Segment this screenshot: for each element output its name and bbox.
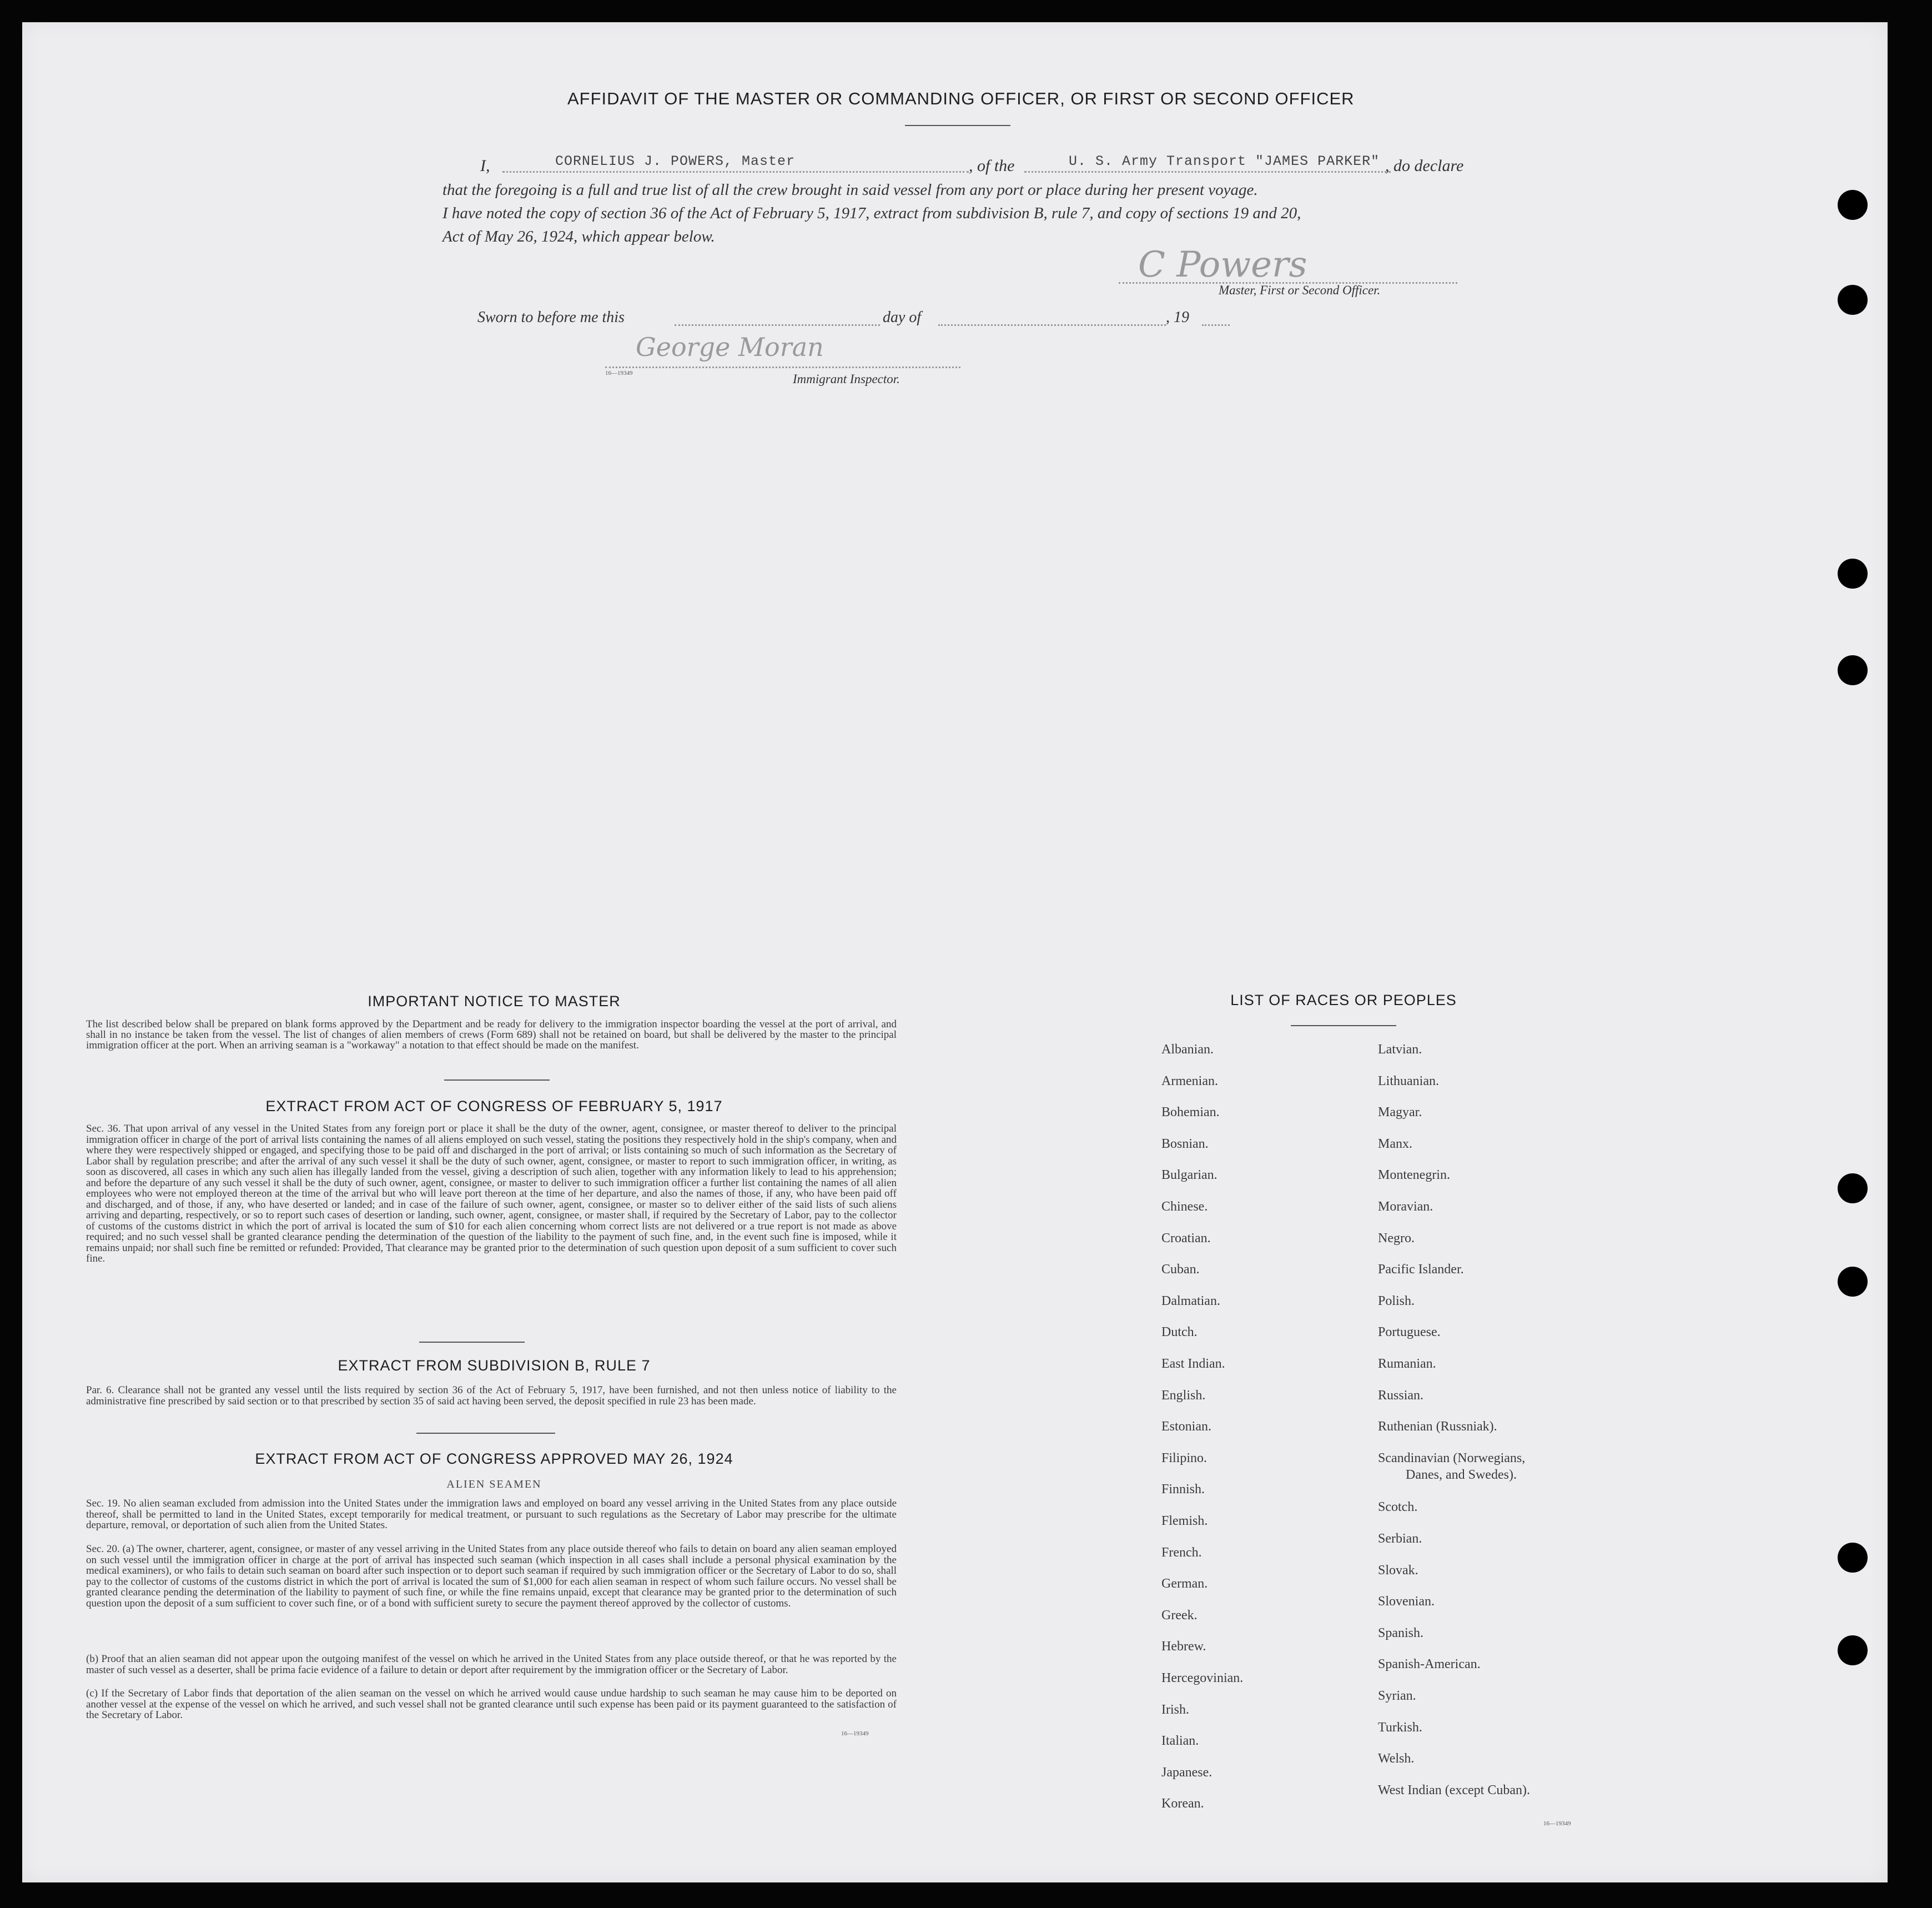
year-line [1202,324,1230,326]
divider [1291,1025,1396,1026]
title-divider [905,125,1010,126]
binder-hole [1838,1543,1868,1573]
race-item: Negro. [1378,1231,1415,1246]
extract-1917-title: EXTRACT FROM ACT OF CONGRESS OF FEBRUARY 5, 1917 [265,1098,723,1114]
binder-hole [1838,559,1868,589]
binder-hole [1838,1173,1868,1203]
affidavit-line-4: Act of May 26, 1924, which appear below. [442,228,715,245]
divider [444,1079,550,1081]
extract-1924-para-1: Sec. 19. No alien seaman excluded from admission into the United States under the immigration laws and employed on board any vessel arriving in the United States from any place outside thereof, shall be permitted to land in the United States, except temporarily for medical treatment, or pursuant to such regulations as the Secretary of Labor may prescribe for the ultimate departure, removal, or deportation of such alien from the United States. [86,1498,897,1531]
race-item: Portuguese. [1378,1325,1441,1340]
race-item: Danes, and Swedes). [1406,1467,1517,1482]
extract-1924-para-2: Sec. 20. (a) The owner, charterer, agent, consignee, or master of any vessel arriving in the United States from any place outside thereof who fails to detain on board any alien seaman employed on such vessel until the immigration officer in charge at the port of arrival has inspected such seaman (which inspection in all cases shall include a personal physical examination by the medical examiners), or who fails to detain such seaman on board after such inspection or to deport such seaman if required by such immigration officer or the Secretary of Labor to do so, shall pay to the collector of customs of the customs district in which the port of arrival is located the sum of $1,000 for each alien seaman in respect of whom such failure occurs. No vessel shall be granted clearance pending the determination of the liability to payment of such fine, or while the fine remains unpaid, except that clearance may be granted prior to the determination of such question upon the deposit of a sum sufficient to cover such fine, or of a bond with sufficient surety to secure the payment thereof approved by the collector of customs. [86,1544,897,1609]
extract-1924-para-3: (b) Proof that an alien seaman did not appear upon the outgoing manifest of the vessel on which he arrived in the United States from any place outside thereof, or that he was reported by the master of such vessel as a deserter, shall be prima facie evidence of a failure to detain or deport after requirement by the immigration officer or the Secretary of Labor. [86,1654,897,1676]
officer-name-value: CORNELIUS J. POWERS, Master [555,153,796,169]
race-item: Manx. [1378,1136,1412,1151]
year-label: , 19 [1166,309,1189,326]
race-item: Albanian. [1161,1042,1214,1057]
sworn-label: Sworn to before me this [477,309,625,326]
race-item: Bosnian. [1161,1136,1209,1151]
race-item: East Indian. [1161,1357,1225,1371]
race-item: Syrian. [1378,1689,1416,1703]
race-item: Dalmatian. [1161,1293,1220,1308]
divider [419,1342,525,1343]
notice-text: The list described below shall be prepared on blank forms approved by the Department and be ready for delivery to the immigration inspector boarding the vessel at the port of arrival, and shall in no instance be taken from the vessel. The list of changes of alien members of crews (Form 689) shall not be retained on board, but shall be delivered by the master to the principal immigration officer at the port. When an arriving seaman is a "workaway" a notation to that effect should be made on the manifest. [86,1019,897,1051]
day-of-label: day of [883,309,922,326]
extract-1924-para-4: (c) If the Secretary of Labor finds that deportation of the alien seaman on the vessel on which he arrived would cause undue hardship to such seaman he may cause him to be deported on another vessel at the expense of the vessel on which he arrived, and such vessel shall not be granted clearance until such expense has been paid or its payment guaranteed to the satisfaction of the Secretary of Labor. [86,1688,897,1721]
race-item: Pacific Islander. [1378,1262,1464,1277]
race-item: Finnish. [1161,1482,1205,1497]
race-item: Scotch. [1378,1500,1418,1515]
binder-hole [1838,285,1868,315]
race-item: Serbian. [1378,1532,1422,1546]
race-item: French. [1161,1545,1202,1560]
race-item: Moravian. [1378,1199,1433,1214]
race-item: Spanish. [1378,1625,1424,1640]
race-item: Armenian. [1161,1073,1218,1088]
race-item: Russian. [1378,1388,1424,1403]
race-item: Montenegrin. [1378,1168,1450,1183]
race-item: Flemish. [1161,1514,1208,1528]
vessel-value: U. S. Army Transport "JAMES PARKER" [1069,153,1380,169]
race-item: Chinese. [1161,1199,1208,1214]
race-item: Filipino. [1161,1450,1208,1465]
race-item: West Indian (except Cuban). [1378,1783,1530,1797]
signature-caption: Master, First or Second Officer. [1219,283,1381,297]
alien-seamen-subtitle: ALIEN SEAMEN [446,1478,542,1490]
inspector-caption: Immigrant Inspector. [793,372,900,386]
race-item: Greek. [1161,1608,1198,1623]
race-item: Bohemian. [1161,1105,1220,1120]
affidavit-prefix: I, [480,157,490,175]
race-item: Hebrew. [1161,1639,1206,1654]
race-item: Slovak. [1378,1563,1418,1578]
race-item: German. [1161,1576,1208,1591]
race-item: Slovenian. [1378,1594,1435,1609]
race-item: Croatian. [1161,1231,1211,1246]
race-item: Irish. [1161,1702,1189,1717]
master-signature: C Powers [1138,244,1307,285]
inspector-line [605,366,960,368]
month-line [938,324,1166,326]
race-item: English. [1161,1388,1206,1403]
form-number: 16—19349 [605,370,633,376]
race-item: Latvian. [1378,1042,1422,1057]
race-item: Bulgarian. [1161,1168,1217,1183]
races-form-number: 16—19349 [1543,1820,1571,1827]
affidavit-line-2: that the foregoing is a full and true list of all the crew brought in said vessel from any port or place during her present voyage. [442,181,1258,199]
race-item: Welsh. [1378,1751,1415,1766]
race-item: Korean. [1161,1796,1204,1811]
rule7-title: EXTRACT FROM SUBDIVISION B, RULE 7 [338,1357,651,1374]
race-item: Dutch. [1161,1325,1198,1340]
rule7-text: Par. 6. Clearance shall not be granted any vessel until the lists required by section 36 of the Act of February 5, 1917, have been furnished, and not then unless notice of liability to the administrative fine prescribed by said section or to that prescribed by section 35 of said act having been served, the deposit specified in rule 23 has been made. [86,1385,897,1407]
binder-hole [1838,1635,1868,1665]
race-item: Turkish. [1378,1720,1422,1735]
binder-hole [1838,190,1868,220]
affidavit-title: AFFIDAVIT OF THE MASTER OR COMMANDING OFFICER, OR FIRST OR SECOND OFFICER [567,89,1355,108]
vessel-line [1024,171,1391,173]
inspector-signature: George Moran [636,332,824,362]
race-item: Lithuanian. [1378,1073,1439,1088]
sworn-day-line [675,324,880,326]
extract-1917-text: Sec. 36. That upon arrival of any vessel in the United States from any foreign port or place it shall be the duty of the owner, agent, consignee, or master thereof to deliver to the principal immigration officer in charge of the port of arrival lists containing the names of all aliens employed on such vessel, stating the positions they respectively hold in the ship's company, when and where they were respectively shipped or engaged, and specifying those to be paid off and discharged in the port of arrival; or lists containing so much of such information as the Secretary of Labor shall by regulation prescribe; and after the arrival of any such vessel it shall be the duty of such owner, agent, consignee, or master to report to such immigration officer, in writing, as soon as discovered, all cases in which any such alien has illegally landed from the vessel, giving a description of such alien, together with any information likely to lead to his apprehension; and before the departure of any such vessel it shall be the duty of such owner, agent, consignee, or master to deliver to such immigration officer a further list containing the names of all alien employees who were not employed thereon at the time of the arrival but who will leave port thereon at the time of her departure, and also the names of those, if any, who have been paid off and discharged, and of those, if any, who have deserted or landed; and in case of the failure of such owner, agent, consignee, or master so to deliver either of the said lists of such aliens arriving and departing, respectively, or so to report such cases of desertion or landing, such owner, agent, consignee, or master shall, if required by the Secretary of Labor, pay to the collector of customs of the customs district in which the port of arrival is located the sum of $10 for each alien concerning whom correct lists are not delivered or a true report is not made as above required; and no such vessel shall be granted clearance pending the determination of the question of the liability to the payment of such fine, and, in the event such fine is imposed, while it remains unpaid; nor shall such fine be remitted or refunded: Provided, That clearance may be granted prior to the determination of such question upon deposit of a sum sufficient to cover such fine. [86,1123,897,1264]
of-the-label: , of the [969,157,1015,175]
race-item: Ruthenian (Russniak). [1378,1419,1497,1434]
race-item: Cuban. [1161,1262,1200,1277]
race-item: Hercegovinian. [1161,1671,1244,1685]
extract-1924-title: EXTRACT FROM ACT OF CONGRESS APPROVED MAY 26, 1924 [255,1450,733,1467]
races-title: LIST OF RACES OR PEOPLES [1230,992,1457,1008]
race-item: Scandinavian (Norwegians, [1378,1450,1526,1465]
race-item: Estonian. [1161,1419,1211,1434]
race-item: Italian. [1161,1734,1199,1749]
race-item: Magyar. [1378,1105,1422,1120]
race-item: Rumanian. [1378,1357,1436,1371]
race-item: Spanish-American. [1378,1657,1481,1672]
race-item: Polish. [1378,1293,1415,1308]
notice-title: IMPORTANT NOTICE TO MASTER [368,993,621,1010]
do-declare-label: , do declare [1385,157,1464,175]
extract-form-number: 16—19349 [841,1730,869,1737]
binder-hole [1838,1267,1868,1297]
officer-name-line [502,171,969,173]
binder-hole [1838,655,1868,685]
divider [416,1433,555,1434]
race-item: Japanese. [1161,1765,1212,1780]
affidavit-line-3: I have noted the copy of section 36 of the Act of February 5, 1917, extract from subdivision B, rule 7, and copy of sections 19 and 20, [442,204,1301,222]
